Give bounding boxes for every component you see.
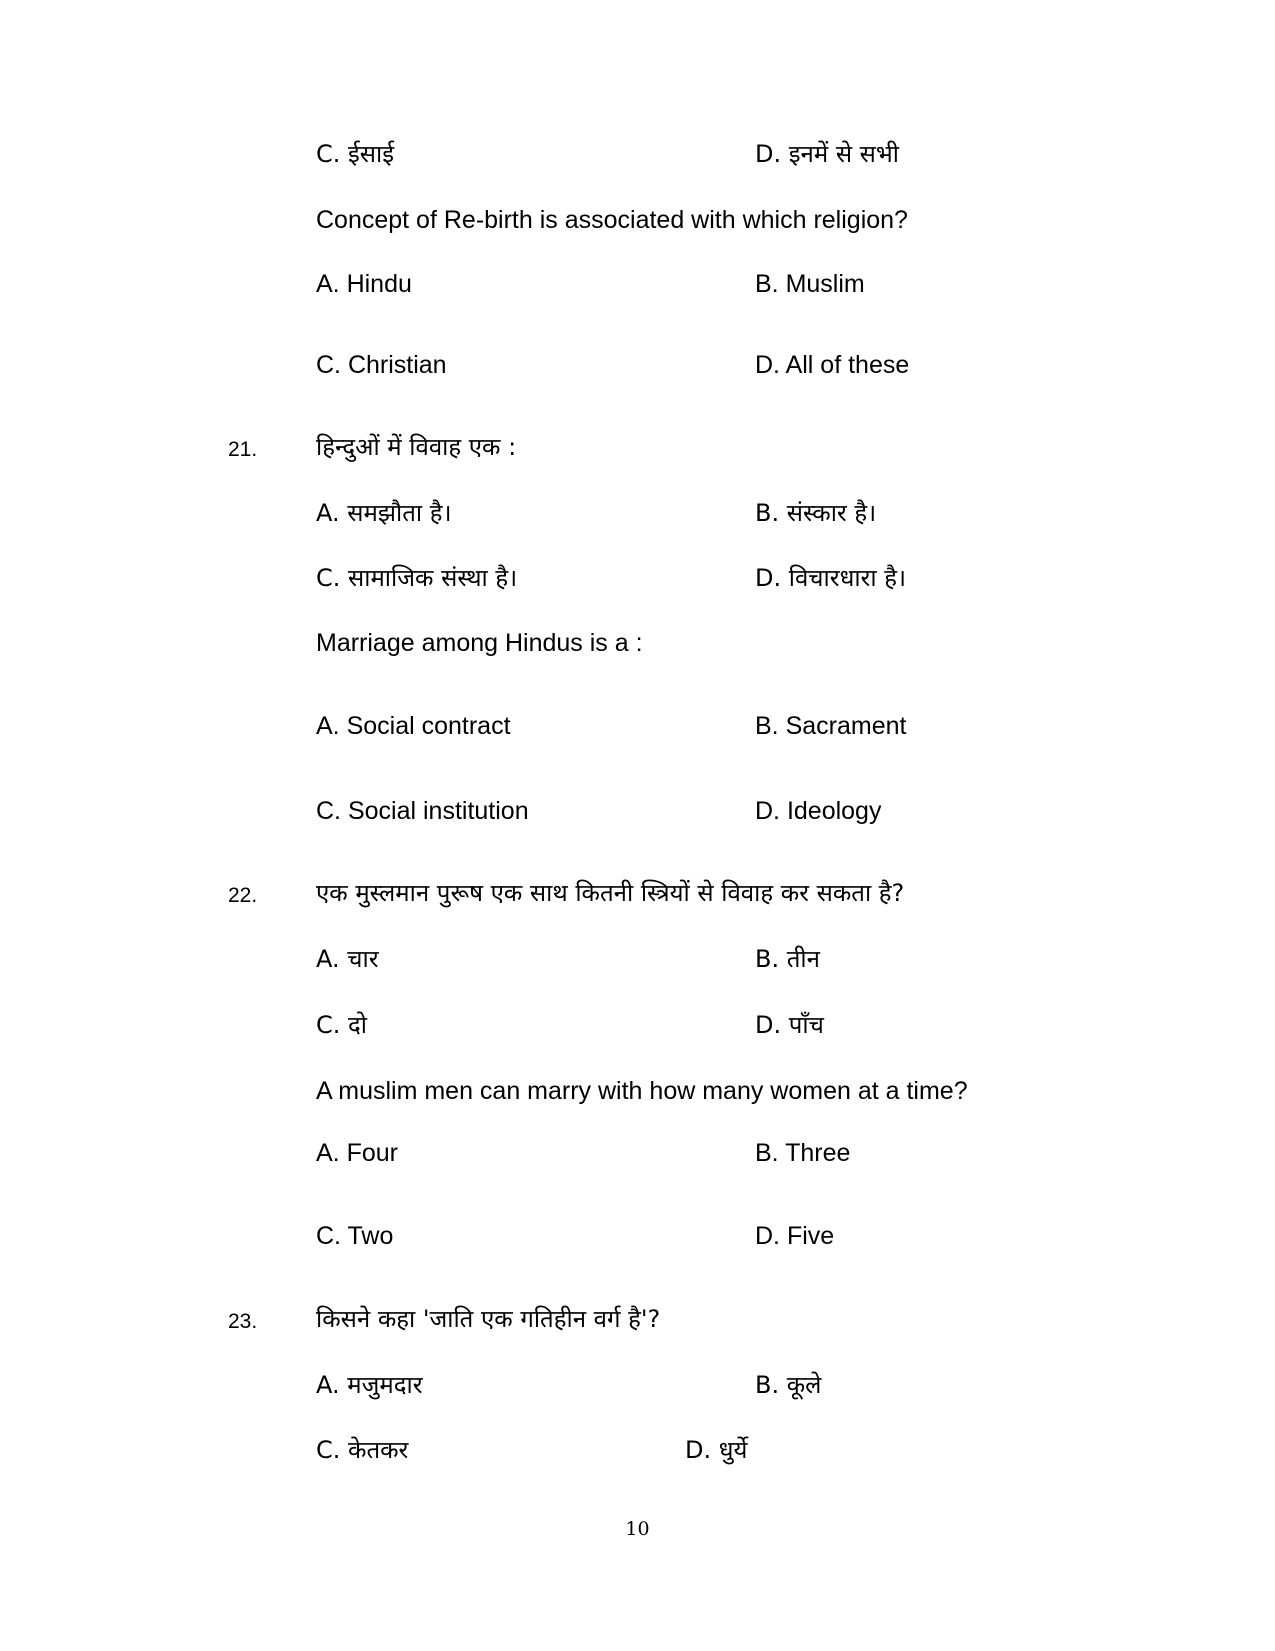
q20-english-question: Concept of Re-birth is associated with which religion? — [316, 206, 908, 234]
q23-hindi-option-d: D. धुर्ये — [685, 1436, 748, 1464]
q22-english-option-b: B. Three — [755, 1139, 851, 1167]
q21-number: 21. — [228, 438, 258, 461]
q22-english-option-c: C. Two — [316, 1222, 394, 1250]
q20-english-option-d: D. All of these — [755, 351, 910, 379]
q22-hindi-option-a: A. चार — [316, 945, 379, 973]
q21-hindi-option-c: C. सामाजिक संस्था है। — [316, 564, 518, 592]
q21-english-option-a: A. Social contract — [316, 712, 511, 740]
q21-english-option-b: B. Sacrament — [755, 712, 907, 740]
q23-hindi-question: किसने कहा 'जाति एक गतिहीन वर्ग है'? — [316, 1305, 661, 1333]
q23-number: 23. — [228, 1310, 258, 1333]
q22-number: 22. — [228, 884, 258, 907]
q22-hindi-question: एक मुस्लमान पुरूष एक साथ कितनी स्त्रियों से विवाह कर सकता है? — [316, 879, 905, 907]
q20-hindi-option-c: C. ईसाई — [316, 140, 395, 168]
q22-english-option-d: D. Five — [755, 1222, 835, 1250]
q21-hindi-option-a: A. समझौता है। — [316, 499, 452, 527]
q20-hindi-option-d: D. इनमें से सभी — [755, 140, 899, 168]
q23-hindi-option-a: A. मजुमदार — [316, 1371, 423, 1399]
q22-hindi-option-b: B. तीन — [755, 945, 820, 973]
q22-english-option-a: A. Four — [316, 1139, 398, 1167]
page-number: 10 — [625, 1518, 650, 1540]
q22-english-question: A muslim men can marry with how many women at a time? — [316, 1077, 968, 1105]
q21-hindi-option-b: B. संस्कार है। — [755, 499, 877, 527]
q21-hindi-option-d: D. विचारधारा है। — [755, 564, 907, 592]
q23-hindi-option-b: B. कूले — [755, 1371, 822, 1399]
q22-hindi-option-c: C. दो — [316, 1011, 367, 1039]
q22-hindi-option-d: D. पाँच — [755, 1011, 824, 1039]
q23-hindi-option-c: C. केतकर — [316, 1436, 409, 1464]
q20-english-option-c: C. Christian — [316, 351, 447, 379]
q21-english-question: Marriage among Hindus is a : — [316, 629, 643, 657]
q21-hindi-question: हिन्दुओं में विवाह एक : — [316, 433, 517, 461]
q20-english-option-b: B. Muslim — [755, 270, 865, 298]
q21-english-option-d: D. Ideology — [755, 797, 882, 825]
q20-english-option-a: A. Hindu — [316, 270, 412, 298]
q21-english-option-c: C. Social institution — [316, 797, 529, 825]
